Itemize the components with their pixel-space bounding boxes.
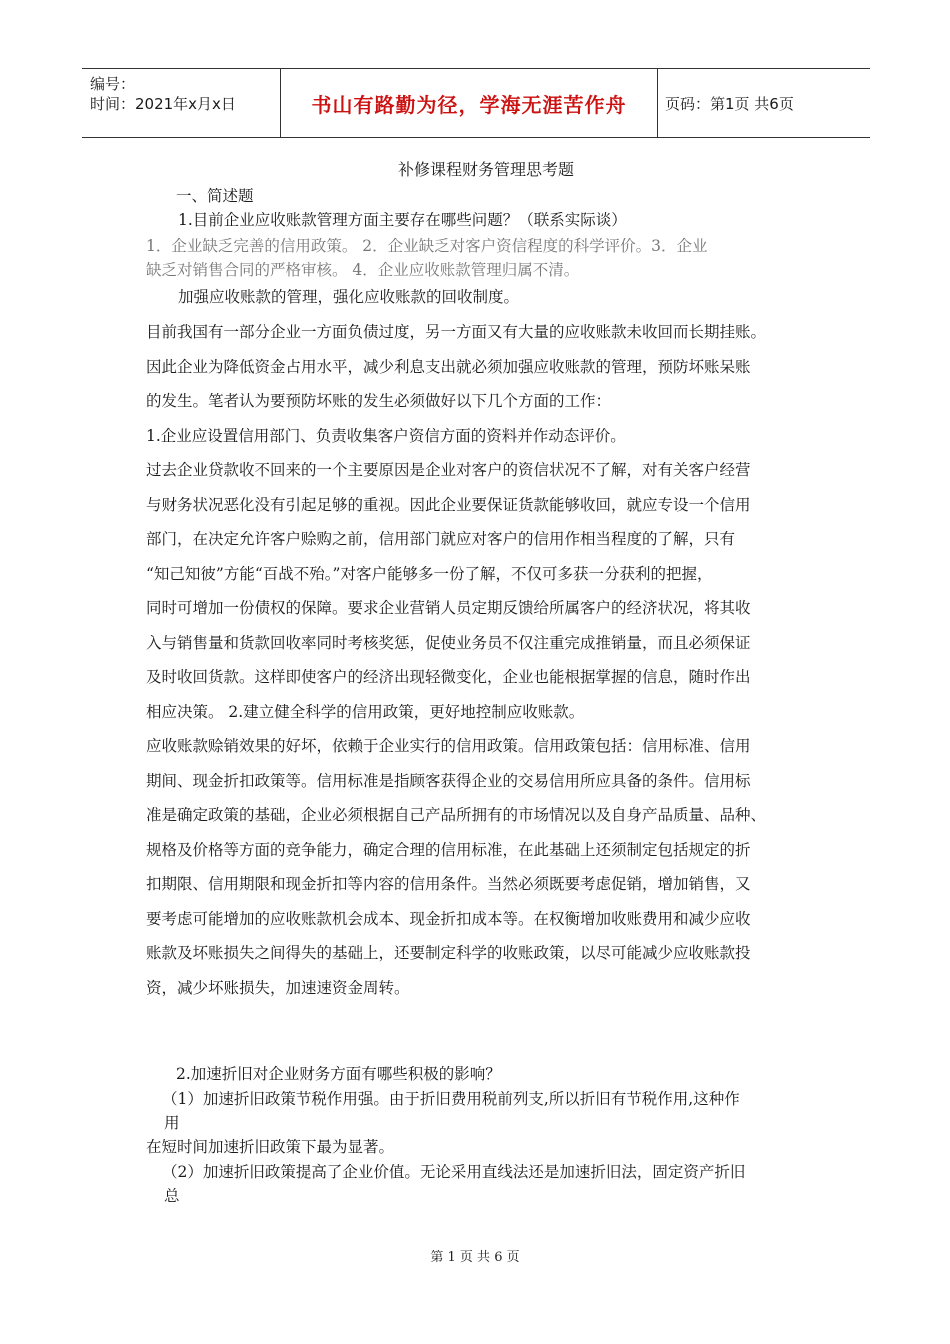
paragraph-line: 期间、现金折扣政策等。信用标准是指顾客获得企业的交易信用所应具备的条件。信用标: [146, 772, 751, 790]
header-divider: [657, 69, 658, 137]
paragraph-line: 目前我国有一部分企业一方面负债过度，另一方面又有大量的应收账款未收回而长期挂账。: [146, 323, 767, 341]
paragraph-line: （2）加速折旧政策提高了企业价值。无论采用直线法还是加速折旧法，固定资产折旧: [162, 1163, 746, 1181]
document-title: 补修课程财务管理思考题: [398, 160, 575, 179]
paragraph-line: 入与销售量和货款回收率同时考核奖惩，促使业务员不仅注重完成推销量，而且必须保证: [146, 634, 751, 652]
paragraph-line: 的发生。笔者认为要预防坏账的发生必须做好以下几个方面的工作：: [146, 392, 612, 410]
page-footer: 第 1 页 共 6 页: [430, 1250, 520, 1265]
section-heading: 一、简述题: [176, 187, 254, 205]
paragraph-line: 部门，在决定允许客户赊购之前，信用部门就应对客户的信用作相当程度的了解，只有: [146, 530, 736, 548]
paragraph-line: （1）加速折旧政策节税作用强。由于折旧费用税前列支,所以折旧有节税作用,这种作: [162, 1090, 740, 1108]
paragraph-line: 总: [164, 1187, 180, 1205]
paragraph-line: 要考虑可能增加的应收账款机会成本、现金折扣成本等。在权衡增加收账费用和减少应收: [146, 910, 751, 928]
answer-line: 1．企业缺乏完善的信用政策。 2．企业缺乏对客户资信程度的科学评价。3．企业: [146, 237, 708, 255]
date-label: 时间：2021年x月x日: [90, 95, 236, 113]
paragraph-line: 准是确定政策的基础，企业必须根据自己产品所拥有的市场情况以及自身产品质量、品种、: [146, 806, 767, 824]
header-motto: 书山有路勤为径，学海无涯苦作舟: [311, 92, 627, 117]
paragraph-line: 用: [164, 1114, 180, 1132]
paragraph-line: 账款及坏账损失之间得失的基础上，还要制定科学的收账政策，以尽可能减少应收账款投: [146, 944, 751, 962]
paragraph-line: 及时收回货款。这样即使客户的经济出现轻微变化，企业也能根据掌握的信息，随时作出: [146, 668, 751, 686]
paragraph-line: 在短时间加速折旧政策下最为显著。: [146, 1138, 395, 1156]
paragraph-line: 同时可增加一份债权的保障。要求企业营销人员定期反馈给所属客户的经济状况，将其收: [146, 599, 751, 617]
paragraph-line: 相应决策。 2.建立健全科学的信用政策，更好地控制应收账款。: [146, 703, 585, 721]
paragraph-line: 应收账款赊销效果的好坏，依赖于企业实行的信用政策。信用政策包括：信用标准、信用: [146, 737, 751, 755]
header-meta: [82, 69, 280, 137]
paragraph-line: “知己知彼”方能“百战不殆。”对客户能够多一份了解，不仅可多获一分获利的把握，: [146, 565, 713, 583]
question-1: 1.目前企业应收账款管理方面主要存在哪些问题？（联系实际谈）: [178, 211, 627, 229]
paragraph-line: 过去企业贷款收不回来的一个主要原因是企业对客户的资信状况不了解，对有关客户经营: [146, 461, 751, 479]
paragraph-line: 规格及价格等方面的竞争能力，确定合理的信用标准，在此基础上还须制定包括规定的折: [146, 841, 751, 859]
question-2: 2.加速折旧对企业财务方面有哪些积极的影响？: [176, 1065, 501, 1083]
paragraph-line: 资，减少坏账损失，加速速资金周转。: [146, 979, 410, 997]
answer-line: 缺乏对销售合同的严格审核。 4．企业应收账款管理归属不清。: [146, 261, 580, 279]
paragraph-line: 加强应收账款的管理，强化应收账款的回收制度。: [178, 288, 520, 306]
paragraph-line: 扣期限、信用期限和现金折扣等内容的信用条件。当然必须既要考虑促销，增加销售，又: [146, 875, 751, 893]
number-label: 编号：: [90, 75, 136, 93]
paragraph-line: 与财务状况恶化没有引起足够的重视。因此企业要保证货款能够收回，就应专设一个信用: [146, 496, 751, 514]
header-page-info: 页码：第1页 共6页: [665, 94, 794, 113]
paragraph-line: 因此企业为降低资金占用水平，减少利息支出就必须加强应收账款的管理，预防坏账呆账: [146, 358, 751, 376]
document-header: [82, 68, 870, 138]
paragraph-line: 1.企业应设置信用部门、负责收集客户资信方面的资料并作动态评价。: [146, 427, 626, 445]
